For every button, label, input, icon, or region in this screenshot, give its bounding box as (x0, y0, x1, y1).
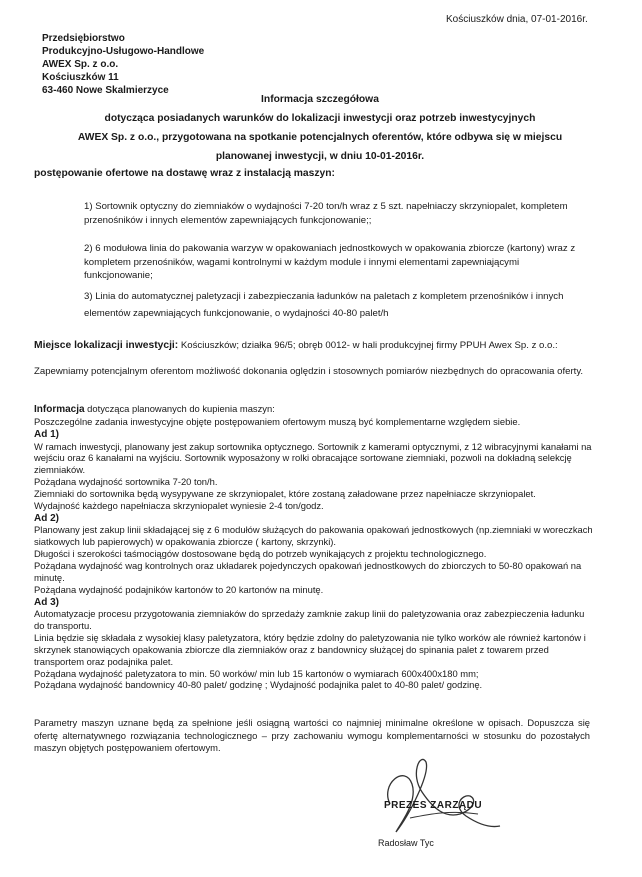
machine-info-section (34, 403, 594, 691)
machine-parameters-note: Parametry maszyn uznane będą za spełnione jeśli osiągną wartości co najmniej minimalne określone w opisach. Dopuszcza się ofertę alternatywnego rozwiązania technologicznego – przy zachowaniu wymogu komplementarności w stosunku do pozostałych maszyn objętych postępowaniem ofertowym. (34, 717, 590, 753)
document-date: Kościuszków dnia, 07-01-2016r. (446, 14, 588, 25)
location-label: Miejsce lokalizacji inwestycji: (34, 340, 179, 351)
sender-line: Kościuszków 11 (42, 72, 119, 83)
title-line: planowanej inwestycji, w dniu 10-01-2016r. (215, 151, 425, 162)
sender-line: 63-460 Nowe Skalmierzyce (42, 85, 169, 96)
ad1-paragraph: W ramach inwestycji, planowany jest zakup sortownika optycznego. Sortownik z kamerami optycznymi, z 12 wibracyjnymi kanałami na wejściu oraz 6 kanałami na wyjściu. Sortownik wyposażony w rolki obracające sortowane ziemniaki, pozwoli na dokładną selekcję ziemniaków. (34, 440, 592, 476)
sender-line: Przedsiębiorstwo (42, 33, 125, 44)
info-label-rest: dotycząca planowanych do kupienia maszyn: (84, 403, 275, 414)
ad1-heading: Ad 1) (34, 428, 59, 440)
procurement-subject: postępowanie ofertowe na dostawę wraz z instalacją maszyn: (34, 168, 335, 179)
location-note: Zapewniamy potencjalnym oferentom możliwość dokonania oględzin i stosownych pomiarów niezbędnych do opracowania oferty. (34, 366, 584, 377)
ad2-paragraph: Planowany jest zakup linii składającej się z 6 modułów służących do pakowania opakowań jednostkowych (np.ziemniaki w woreczkach siatkowych lub papierowych) w opakowania zbiorcze ( kartony, skrzynki). (34, 524, 593, 548)
ad3-paragraph: Linia będzie się składała z wysokiej klasy paletyzatora, który będzie zdolny do paletyzowania nie tylko worków ale również kartonów i skrzynek stanowiących opakowania zbiorcze dla ziemniaków oraz z bandownicy służącej do spinania palet z towarem przed transportem oraz podajnika palet. (34, 632, 586, 667)
title-line: AWEX Sp. z o.o., przygotowana na spotkanie potencjalnych oferentów, które odbywa się w miejscu (77, 132, 563, 143)
ad3-paragraph: Pożądana wydajność paletyzatora to min. 50 worków/ min lub 15 kartonów o wymiarach 600x400x180 mm; (34, 667, 479, 679)
signature-title: PREZES ZARZĄDU (384, 800, 483, 811)
ad1-paragraph: Pożądana wydajność sortownika 7-20 ton/h. (34, 476, 218, 488)
sender-block (42, 32, 204, 97)
title-line: dotycząca posiadanych warunków do lokalizacji inwestycji oraz potrzeb inwestycyjnych (104, 113, 536, 124)
ad2-heading: Ad 2) (34, 512, 59, 524)
ad1-paragraph: Wydajność każdego napełniacza skrzyniopalet wyniesie 2-4 ton/godz. (34, 499, 324, 511)
info-label: Informacja (34, 404, 85, 415)
ad3-heading: Ad 3) (34, 596, 59, 608)
machine-item-3: 3) Linia do automatycznej paletyzacji i zabezpieczania ładunków na paletach z kompletem przenośników i innych elementów zapewniających funkcjonowanie, o wydajności 40-80 palet/h (84, 291, 564, 319)
sender-line: Produkcyjno-Usługowo-Handlowe (42, 46, 205, 57)
ad2-paragraph: Długości i szerokości taśmociągów dostosowane będą do potrzeb wynikających z projektu technologicznego. (34, 548, 487, 560)
document-title: Informacja szczegółowa (261, 94, 379, 105)
ad1-paragraph: Ziemniaki do sortownika będą wysypywane ze skrzyniopalet, które zostaną załadowane przez napełniacze skrzyniopalet. (34, 487, 536, 499)
ad2-paragraph: Pożądana wydajność wag kontrolnych oraz układarek pojedynczych opakowań jednostkowych do zbiorczych to 50-80 opakowań na minutę. (34, 559, 582, 583)
signature-name: Radosław Tyc (378, 838, 434, 848)
machine-item-2: 2) 6 modułowa linia do pakowania warzyw w opakowaniach jednostkowych w opakowania zbiorcze (kartony) wraz z kompletem przenośników, wagami kontrolnymi w każdym module i innymi elementami zapewniającymi funkcjonowanie; (84, 243, 576, 281)
sender-line: AWEX Sp. z o.o. (42, 59, 119, 70)
investment-location (34, 340, 594, 353)
ad3-paragraph: Automatyzacje procesu przygotowania ziemniaków do sprzedaży zamknie zakup linii do paletyzowania oraz zabezpieczenia ładunku do transportu. (34, 608, 585, 632)
ad2-paragraph: Pożądana wydajność podajników kartonów to 20 kartonów na minutę. (34, 583, 324, 595)
handwritten-signature (350, 744, 510, 844)
info-intro: Poszczególne zadania inwestycyjne objęte postępowaniem ofertowym muszą być komplementarne względem siebie. (34, 415, 521, 427)
ad3-paragraph: Pożądana wydajność bandownicy 40-80 palet/ godzinę ; Wydajność podajnika palet to 40-80 palet/ godzinę. (34, 679, 483, 691)
location-text: Kościuszków; działka 96/5; obręb 0012- w hali produkcyjnej firmy PPUH Awex Sp. z o.o.: (178, 340, 558, 351)
machine-item-1: 1) Sortownik optyczny do ziemniaków o wydajności 7-20 ton/h wraz z 5 szt. napełniaczy skrzyniopalet, kompletem przenośników i innych elementów zapewniających funkcjonowanie;; (84, 201, 568, 226)
